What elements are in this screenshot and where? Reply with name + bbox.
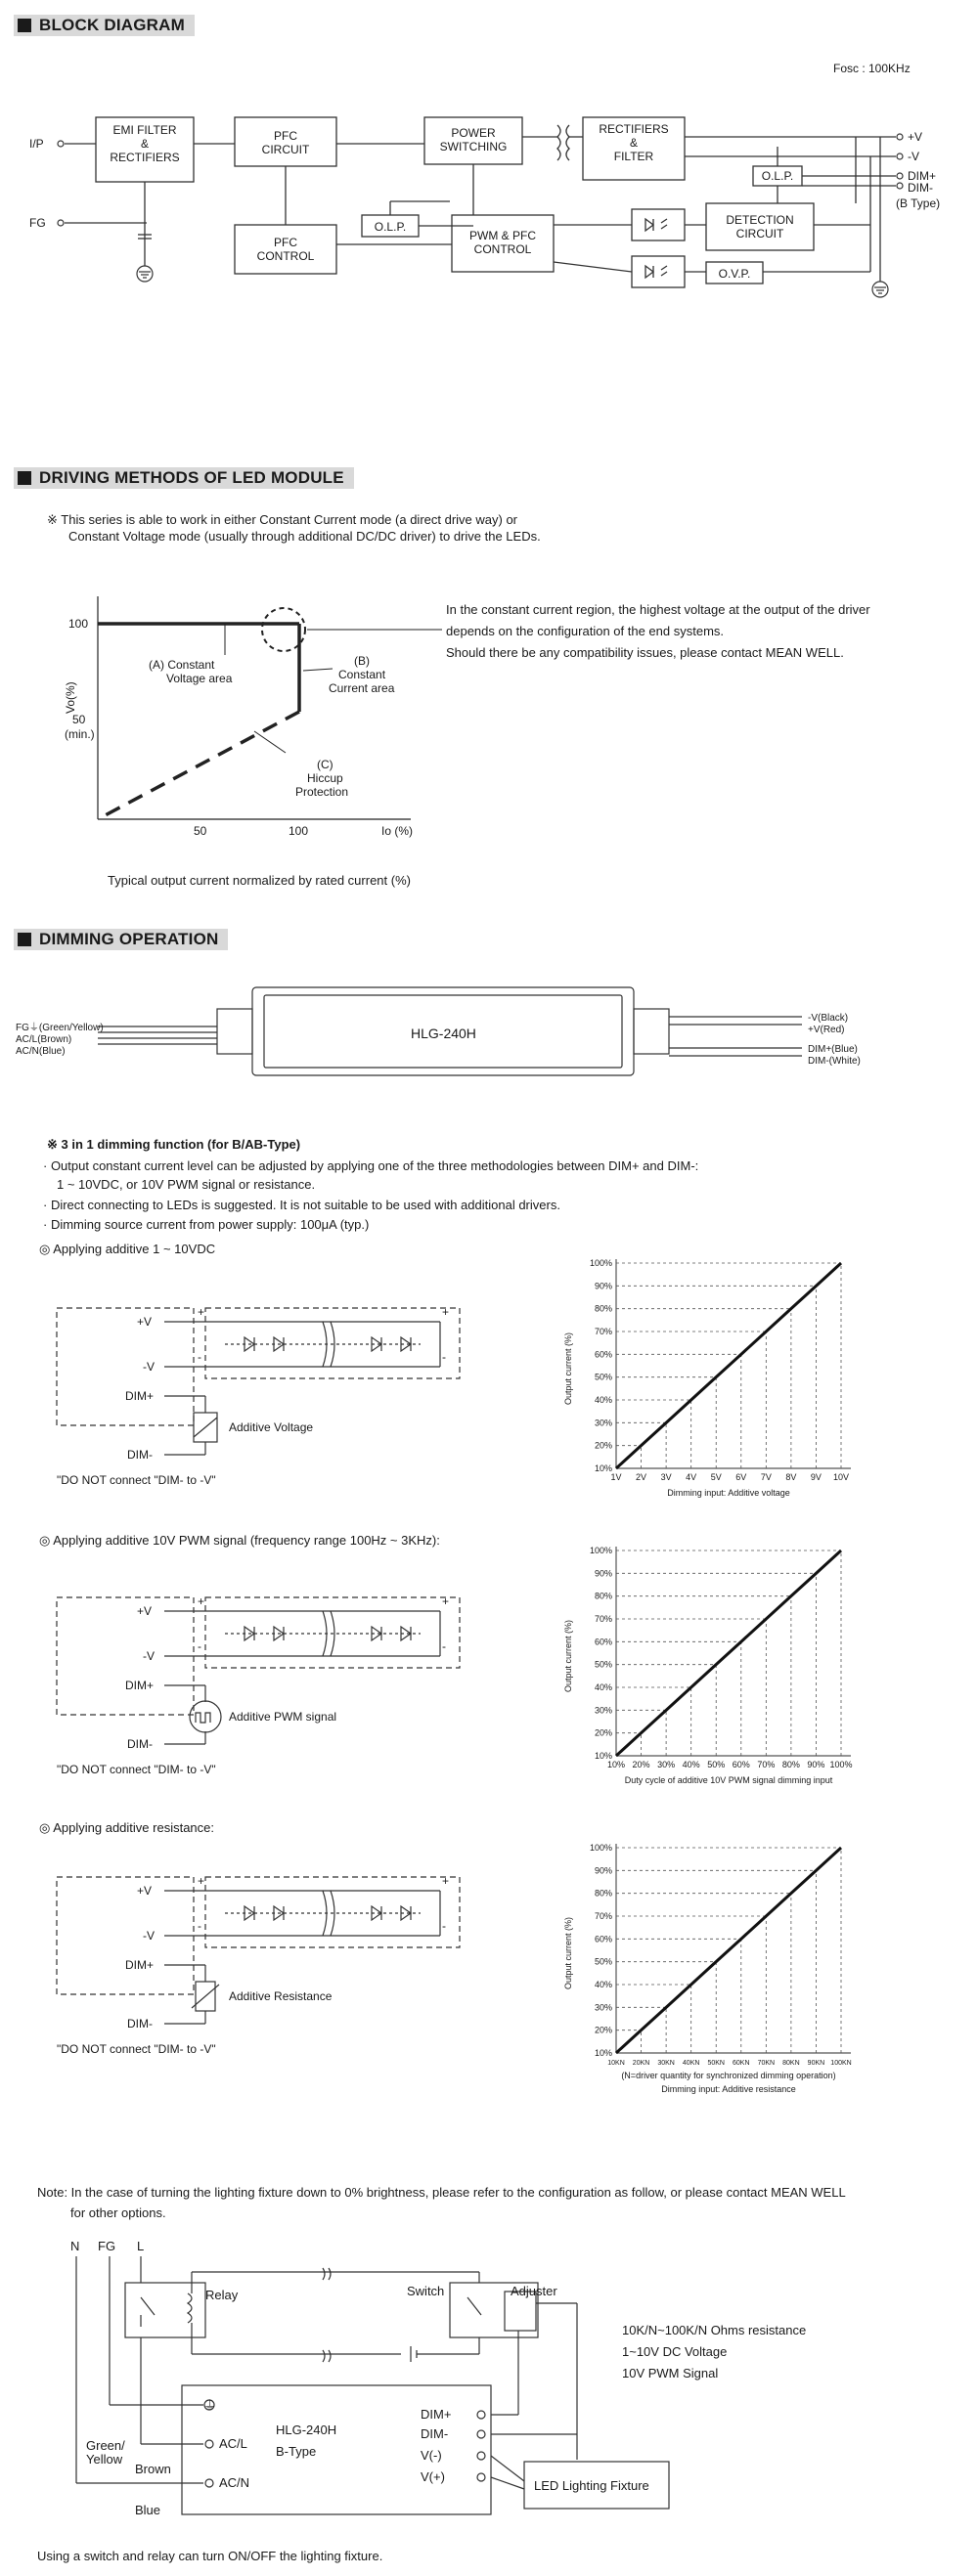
method-title-2: ◎ Applying additive 10V PWM signal (frequency range 100Hz ~ 3KHz):: [39, 1533, 440, 1548]
optocoupler-bottom: [632, 256, 685, 287]
dimming-bullet-3: · Direct connecting to LEDs is suggested. It is not suitable to be used with additional drivers.: [43, 1198, 560, 1212]
section-header-block-diagram: [14, 15, 195, 36]
fg-label: FG: [29, 216, 46, 230]
label-b-1: (B): [354, 654, 370, 668]
wire-pv: +V(Red): [808, 1025, 845, 1035]
det-text-2: CIRCUIT: [735, 227, 784, 240]
y-tick: 90%: [594, 1281, 612, 1291]
driver-dashed-box: [205, 1597, 460, 1668]
y-tick: 80%: [594, 1591, 612, 1601]
method-title-1: ◎ Applying additive 1 ~ 10VDC: [39, 1242, 216, 1256]
source-label: Additive PWM signal: [229, 1710, 337, 1724]
y-tick: 100%: [589, 1843, 612, 1853]
y-axis-label: Output current (%): [563, 1916, 573, 1989]
header-square-icon: [18, 471, 31, 485]
driving-note-line1: ※ This series is able to work in either Constant Current mode (a direct drive way) or: [47, 512, 518, 527]
y-tick: 40%: [594, 1980, 612, 1989]
x-tick: 60KN: [733, 2060, 750, 2067]
x-tick: 100KN: [830, 2060, 852, 2067]
pfc-text-2: CIRCUIT: [261, 143, 310, 156]
rf-text-2: &: [629, 136, 639, 150]
x-tick: 100%: [829, 1760, 853, 1769]
label-minus: -: [198, 1350, 201, 1364]
x-tick: 20KN: [632, 2060, 650, 2067]
label-minus-led: -: [442, 1350, 446, 1364]
label-minus-led: -: [442, 1639, 446, 1653]
product-drawing: [0, 978, 978, 1095]
driver-dashed-box: [205, 1308, 460, 1378]
pin-acl: AC/L: [219, 2436, 247, 2451]
driving-caption: Typical output current normalized by rated current (%): [108, 873, 411, 888]
y-tick: 60%: [594, 1637, 612, 1647]
x-tick: 20%: [632, 1760, 650, 1769]
label-dimp: DIM+: [125, 1679, 155, 1692]
wire-blue: Blue: [135, 2503, 161, 2517]
label-n: N: [70, 2239, 80, 2253]
x-tick: 60%: [732, 1760, 750, 1769]
y-tick: 10%: [594, 2048, 612, 2058]
rf-text-3: FILTER: [613, 150, 654, 163]
y-tick: 40%: [594, 1682, 612, 1692]
pfc-text-1: PFC: [274, 129, 297, 143]
x-axis-label: Dimming input: Additive resistance: [661, 2084, 796, 2094]
ovp-text: O.V.P.: [718, 267, 751, 281]
wire-dimp: DIM+(Blue): [808, 1044, 858, 1055]
y-tick: 80%: [594, 1303, 612, 1314]
x-tick: 70%: [757, 1760, 776, 1769]
x-tick: 30KN: [657, 2060, 675, 2067]
section-header-dimming: [14, 929, 228, 950]
x-tick: 6V: [735, 1472, 747, 1482]
label-plus-led: +: [442, 1594, 450, 1608]
y-tick: 50%: [594, 1956, 612, 1967]
switch-label: Switch: [407, 2284, 445, 2298]
label-b-2: Constant: [338, 668, 386, 681]
pin-fg: ⏚: [203, 2398, 217, 2413]
label-plus-led: +: [442, 1874, 450, 1888]
dimming-bullet-1: · Output constant current level can be adjusted by applying one of the three methodologies between DIM+ and DIM-:: [43, 1158, 699, 1173]
y-tick: 20%: [594, 1727, 612, 1738]
y-tick: 70%: [594, 1327, 612, 1336]
label-dimp: DIM+: [125, 1389, 155, 1403]
ytick-min: (min.): [65, 727, 95, 741]
label-l: L: [137, 2239, 145, 2253]
wire-green: Green/: [86, 2438, 125, 2453]
product-name: HLG-240H: [411, 1026, 476, 1041]
wire-mv: -V(Black): [808, 1013, 849, 1024]
section-title: DRIVING METHODS OF LED MODULE: [39, 468, 344, 487]
x-tick: 8V: [785, 1472, 797, 1482]
data-line: [616, 1550, 841, 1756]
header-square-icon: [18, 19, 31, 32]
x-tick: 3V: [660, 1472, 672, 1482]
label-mv: -V: [143, 1929, 155, 1943]
wire-brown: Brown: [135, 2462, 171, 2476]
emi-text-1: EMI FILTER: [112, 123, 177, 137]
label-mv: -V: [143, 1649, 155, 1663]
x-tick: 9V: [810, 1472, 822, 1482]
y-tick: 100%: [589, 1546, 612, 1555]
label-minus: -: [198, 1919, 201, 1933]
y-tick: 10%: [594, 1463, 612, 1473]
x-axis-label: Duty cycle of additive 10V PWM signal dimming input: [624, 1775, 833, 1785]
rf-text-1: RECTIFIERS: [599, 122, 669, 136]
label-c-3: Protection: [295, 785, 349, 799]
out-dimp: DIM+: [908, 169, 937, 183]
dimming-circuit-pwm: [0, 1570, 489, 1795]
adjust-opt-1: 10K/N~100K/N Ohms resistance: [622, 2323, 807, 2337]
y-tick: 80%: [594, 1888, 612, 1899]
x-tick: 40%: [682, 1760, 700, 1769]
x-tick: 4V: [686, 1472, 697, 1482]
warning-label: "DO NOT connect "DIM- to -V": [57, 2042, 216, 2056]
ps-text-2: SWITCHING: [439, 140, 508, 153]
circuit-labels: [57, 1594, 449, 1776]
x-tick: 10V: [832, 1472, 850, 1482]
y-tick: 100%: [589, 1258, 612, 1268]
driving-desc-2: depends on the configuration of the end systems.: [446, 624, 725, 638]
x-tick: 5V: [710, 1472, 722, 1482]
label-dimm: DIM-: [127, 1737, 153, 1751]
hiccup-line: [98, 712, 299, 819]
circuit-labels: [57, 1305, 449, 1487]
out-btype: (B Type): [896, 196, 941, 210]
note-line2: for other options.: [70, 2205, 166, 2220]
y-tick: 90%: [594, 1568, 612, 1579]
pin-dimp: DIM+: [421, 2407, 452, 2422]
dimming-bullet-2: 1 ~ 10VDC, or 10V PWM signal or resistance.: [57, 1177, 316, 1192]
x-tick: 30%: [657, 1760, 676, 1769]
y-tick: 50%: [594, 1659, 612, 1670]
y-tick: 70%: [594, 1911, 612, 1921]
label-c-2: Hiccup: [307, 771, 343, 785]
label-a-2: Voltage area: [166, 672, 233, 685]
block-diagram: [0, 39, 978, 352]
olp-right-text: O.L.P.: [761, 169, 794, 183]
dimming-circuit-voltage: [0, 1281, 489, 1506]
fosc-label: Fosc : 100KHz: [833, 62, 911, 75]
circuit-labels: [57, 1874, 449, 2056]
x-tick: 10KN: [607, 2060, 625, 2067]
y-tick: 90%: [594, 1865, 612, 1876]
x-tick: 80KN: [782, 2060, 800, 2067]
label-plus-led: +: [442, 1305, 450, 1319]
xtick-50: 50: [194, 824, 207, 838]
x-tick: 50%: [707, 1760, 726, 1769]
pin-acn: AC/N: [219, 2475, 250, 2490]
label-minus: -: [198, 1639, 201, 1653]
label-plus: +: [198, 1874, 205, 1888]
label-dimp: DIM+: [125, 1958, 155, 1972]
y-tick: 30%: [594, 1705, 612, 1716]
note-footer: Using a switch and relay can turn ON/OFF the lighting fixture.: [37, 2549, 383, 2563]
dimming-circuit-resistance: [0, 1850, 489, 2074]
driving-desc-1: In the constant current region, the highest voltage at the output of the driver: [446, 602, 870, 617]
section-title: BLOCK DIAGRAM: [39, 16, 185, 34]
label-a-1: (A) Constant: [149, 658, 215, 672]
x-tick: 1V: [610, 1472, 622, 1482]
out-dimm: DIM-: [908, 181, 933, 195]
ip-label: I/P: [29, 137, 44, 151]
header-square-icon: [18, 933, 31, 946]
dimming-title: ※ 3 in 1 dimming function (for B/AB-Type): [47, 1137, 301, 1152]
olp-left-text: O.L.P.: [374, 220, 407, 234]
out-pv: +V: [908, 130, 923, 144]
label-minus-led: -: [442, 1919, 446, 1933]
optocoupler-top: [632, 209, 685, 240]
warning-label: "DO NOT connect "DIM- to -V": [57, 1763, 216, 1776]
driving-desc-3: Should there be any compatibility issues, please contact MEAN WELL.: [446, 645, 844, 660]
x-note: (N=driver quantity for synchronized dimming operation): [621, 2071, 836, 2080]
source-label: Additive Voltage: [229, 1420, 314, 1434]
adjust-opt-3: 10V PWM Signal: [622, 2366, 719, 2380]
driving-note-line2: Constant Voltage mode (usually through additional DC/DC driver) to drive the LEDs.: [68, 529, 541, 544]
data-line: [616, 1263, 841, 1468]
label-c-1: (C): [317, 758, 333, 771]
y-axis-label: Output current (%): [563, 1619, 573, 1692]
x-tick: 40KN: [682, 2060, 700, 2067]
xtick-io: Io (%): [381, 824, 414, 838]
pin-dimm: DIM-: [421, 2426, 449, 2441]
voltage-source-arrow: [194, 1418, 217, 1437]
y-tick: 60%: [594, 1934, 612, 1944]
label-dimm: DIM-: [127, 2017, 153, 2030]
x-tick: 90%: [807, 1760, 825, 1769]
ytick-100: 100: [68, 617, 89, 631]
pfcc-text-1: PFC: [274, 236, 297, 249]
x-tick: 80%: [781, 1760, 800, 1769]
y-tick: 60%: [594, 1349, 612, 1360]
pin-vp: V(+): [421, 2469, 445, 2484]
x-tick: 70KN: [757, 2060, 776, 2067]
pfcc-text-2: CONTROL: [256, 249, 315, 263]
note-line1: Note: In the case of turning the lighting fixture down to 0% brightness, please refer to the configuration as follow, or please contact MEAN WELL: [37, 2185, 846, 2200]
dimming-chart-pwm: [548, 1539, 939, 1793]
label-dimm: DIM-: [127, 1448, 153, 1462]
out-mv: -V: [908, 150, 919, 163]
x-tick: 10%: [606, 1760, 626, 1769]
ps-text-1: POWER: [451, 126, 496, 140]
fixture-label: LED Lighting Fixture: [534, 2478, 649, 2493]
pwm-text-2: CONTROL: [473, 242, 532, 256]
y-tick: 20%: [594, 2025, 612, 2035]
dimming-bullet-4: · Dimming source current from power supply: 100μA (typ.): [43, 1217, 370, 1232]
emi-text-3: RECTIFIERS: [110, 151, 180, 164]
section-header-driving-methods: [14, 467, 354, 489]
x-tick: 50KN: [707, 2060, 725, 2067]
label-pv: +V: [137, 1884, 153, 1898]
driver-type: B-Type: [276, 2444, 317, 2459]
driving-chart: [0, 587, 978, 880]
y-tick: 30%: [594, 2002, 612, 2013]
data-line: [616, 1848, 841, 2053]
relay-box: [125, 2283, 205, 2337]
label-b-3: Current area: [329, 681, 395, 695]
adjust-opt-2: 1~10V DC Voltage: [622, 2344, 728, 2359]
yaxis-label: Vo(%): [64, 681, 77, 714]
label-pv: +V: [137, 1604, 153, 1618]
source-label: Additive Resistance: [229, 1989, 333, 2003]
label-plus: +: [198, 1305, 205, 1319]
y-axis-label: Output current (%): [563, 1332, 573, 1405]
warning-label: "DO NOT connect "DIM- to -V": [57, 1473, 216, 1487]
section-title: DIMMING OPERATION: [39, 930, 219, 948]
x-tick: 7V: [760, 1472, 772, 1482]
y-tick: 10%: [594, 1751, 612, 1761]
label-plus: +: [198, 1594, 205, 1608]
det-text-1: DETECTION: [726, 213, 794, 227]
xtick-100: 100: [289, 824, 309, 838]
wire-fg: FG⏚(Green/Yellow): [16, 1023, 104, 1033]
switch-relay-diagram: [0, 2229, 978, 2542]
y-tick: 50%: [594, 1372, 612, 1382]
pwm-wave-icon: [196, 1713, 210, 1723]
driver-name: HLG-240H: [276, 2423, 337, 2437]
x-axis-label: Dimming input: Additive voltage: [667, 1488, 790, 1498]
wire-acl: AC/L(Brown): [16, 1034, 72, 1045]
y-tick: 30%: [594, 1418, 612, 1428]
y-tick: 20%: [594, 1440, 612, 1451]
label-pv: +V: [137, 1315, 153, 1329]
pwm-text-1: PWM & PFC: [469, 229, 536, 242]
dimming-chart-voltage: [548, 1251, 939, 1506]
ytick-50: 50: [72, 713, 86, 726]
label-fg: FG: [98, 2239, 116, 2253]
y-tick: 40%: [594, 1395, 612, 1405]
method-title-3: ◎ Applying additive resistance:: [39, 1820, 214, 1835]
label-mv: -V: [143, 1360, 155, 1374]
x-tick: 90KN: [807, 2060, 825, 2067]
emi-text-2: &: [140, 137, 150, 151]
y-tick: 70%: [594, 1614, 612, 1624]
wire-dimm: DIM-(White): [808, 1056, 861, 1067]
driver-dashed-box: [205, 1877, 460, 1947]
dimming-chart-resistance: [548, 1836, 939, 2110]
pin-vm: V(-): [421, 2448, 442, 2463]
adjuster-label: Adjuster: [511, 2284, 557, 2298]
x-tick: 2V: [636, 1472, 647, 1482]
wire-acn: AC/N(Blue): [16, 1046, 66, 1057]
relay-label: Relay: [205, 2288, 239, 2302]
wire-yellow: Yellow: [86, 2452, 123, 2467]
